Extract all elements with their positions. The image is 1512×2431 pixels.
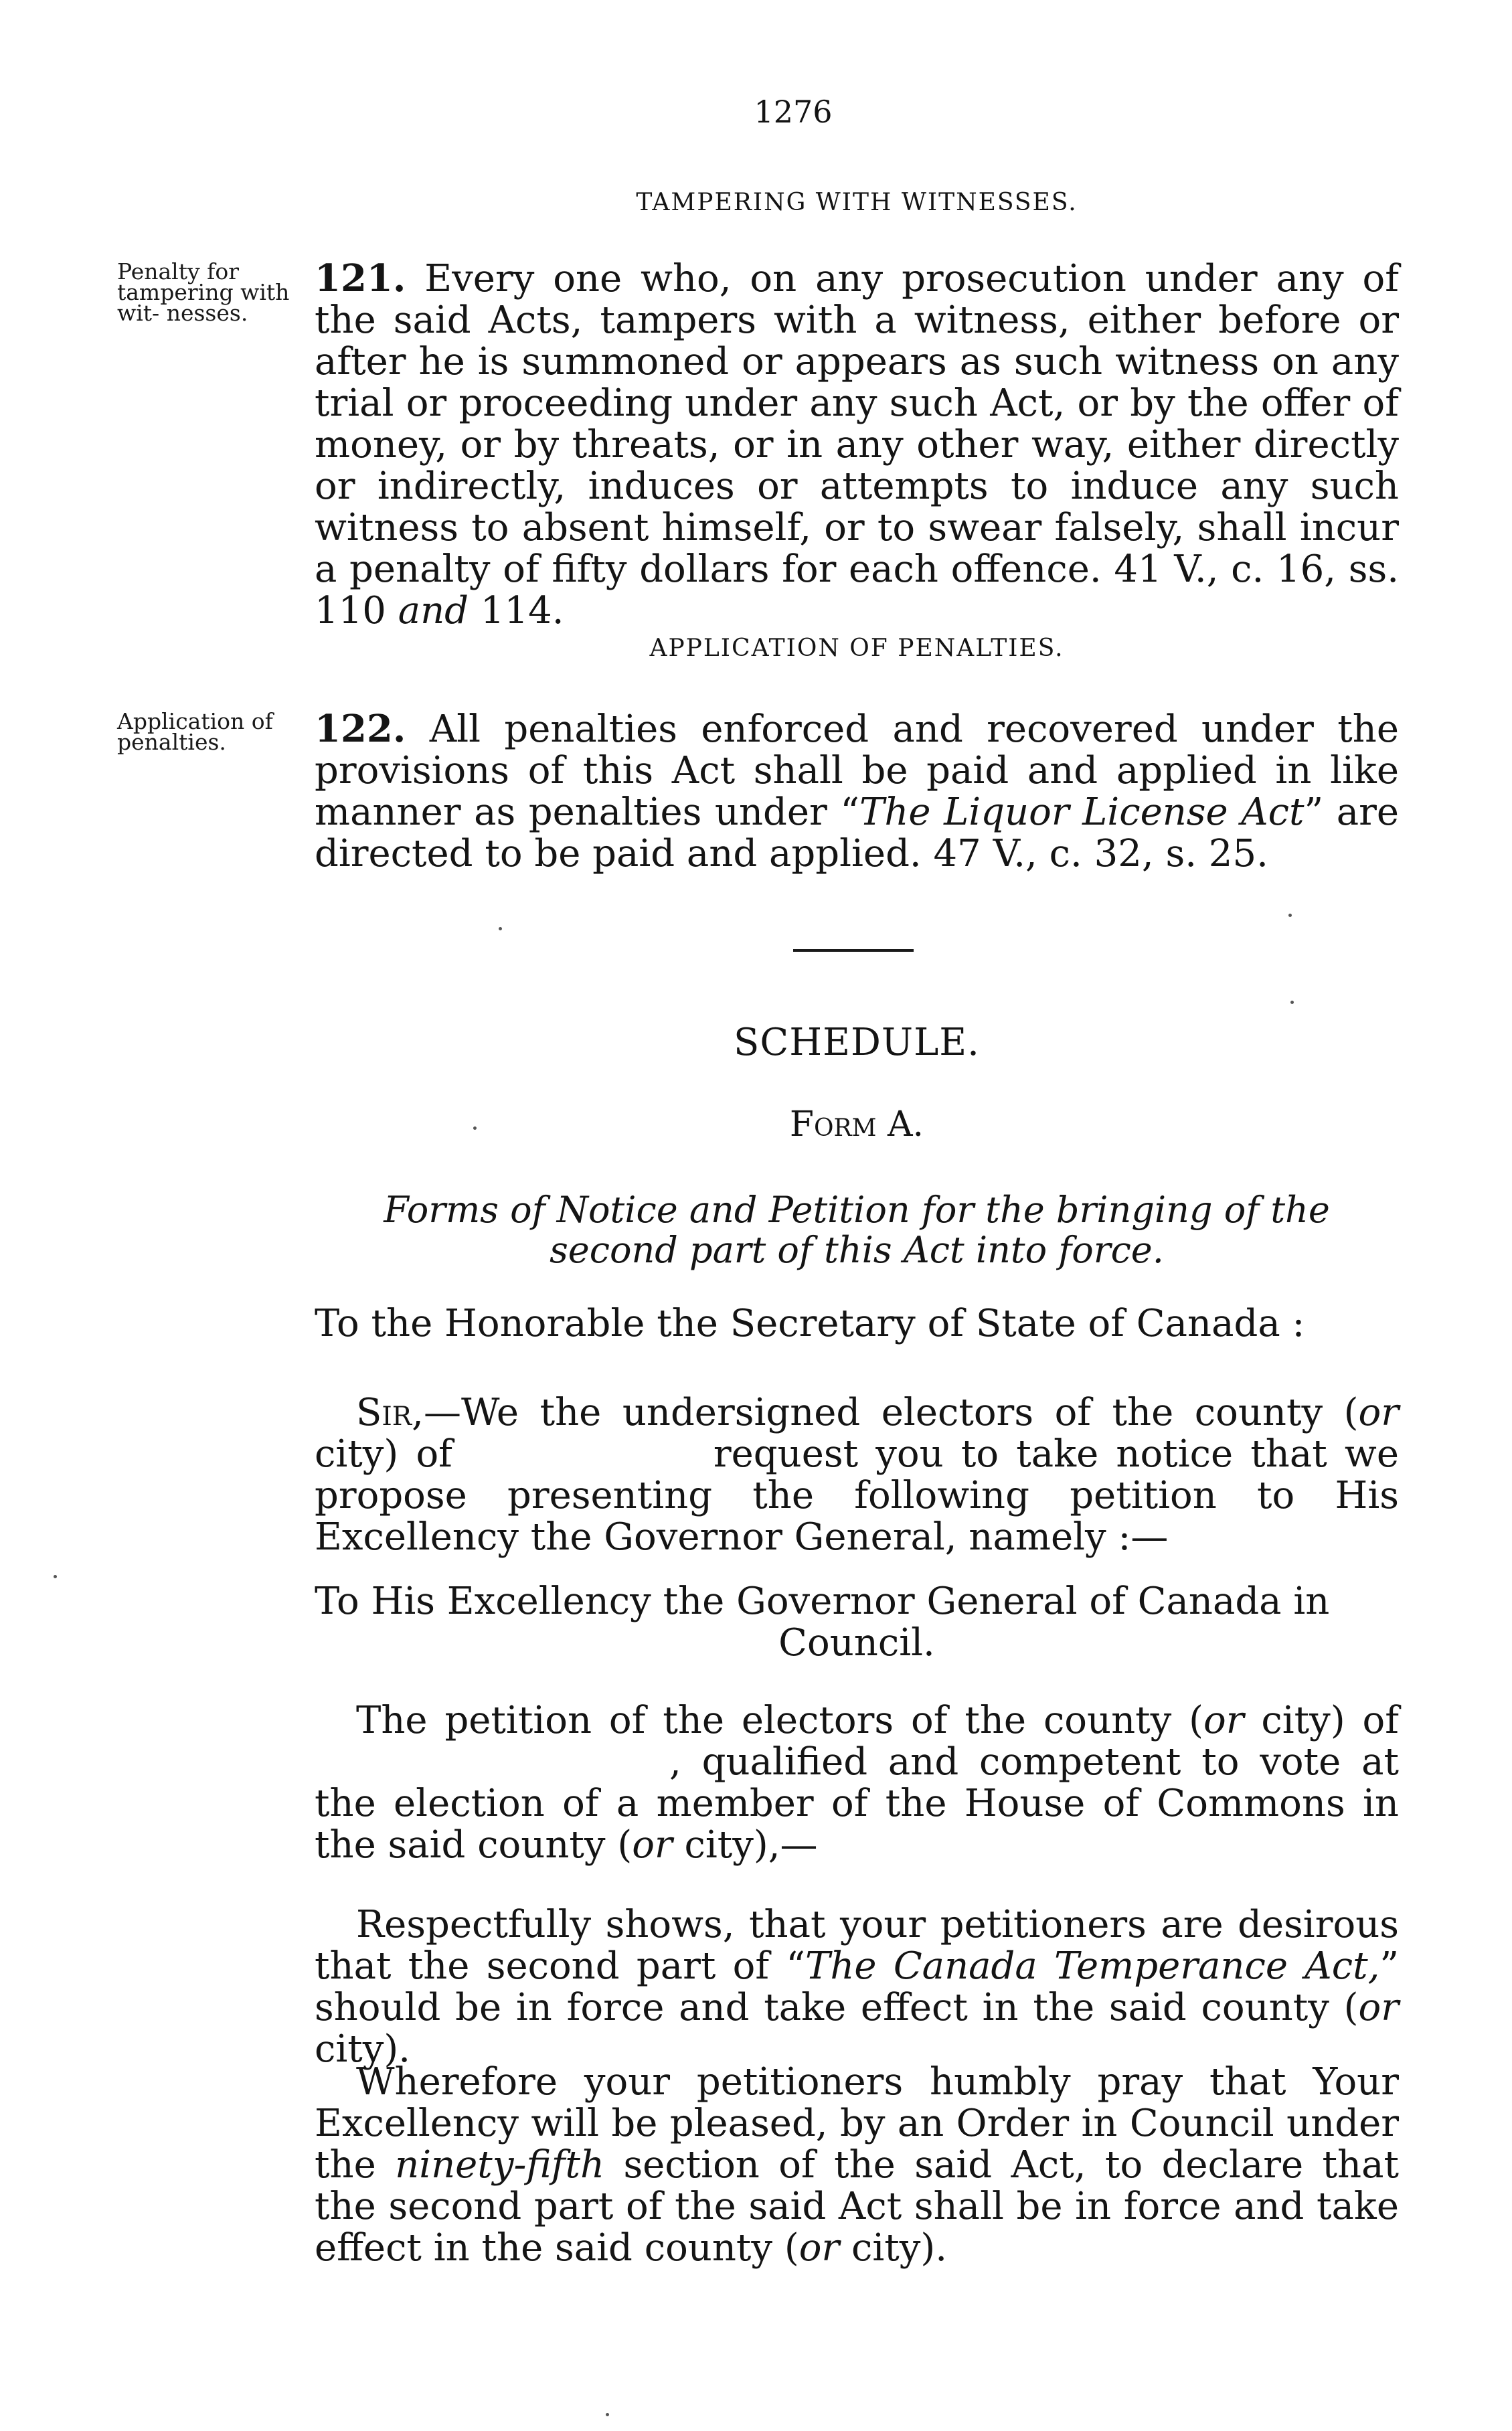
section-heading-tampering: TAMPERING WITH WITNESSES.: [636, 189, 1078, 216]
form-title: [315, 1104, 1399, 1145]
section-text: All penalties enforced and recovered under the provisions of this Act shall be paid and applied in like manner as penalties under “: [315, 707, 1399, 834]
print-speck: [473, 1126, 477, 1130]
citation-and: and: [398, 589, 469, 633]
form-word: Form: [789, 1104, 877, 1145]
margin-note-tampering: Penalty for tampering with wit- nesses.: [117, 258, 290, 326]
salutation: To the Honorable the Secretary of State of Canada :: [315, 1302, 1305, 1345]
section-number: 122.: [315, 707, 406, 751]
notice-text-end: request you to take notice that we propose presenting the following petition to His Excellency the Governor General, namely :—: [315, 1432, 1399, 1559]
address-line-1: To His Excellency the Governor General of Canada in: [315, 1580, 1330, 1623]
shows-text-end: city).: [315, 2027, 411, 2071]
prayer-text: Wherefore your petitioners humbly pray that Your Excellency will be pleased, by an Order in Council under the: [315, 2060, 1399, 2187]
section-number: 121.: [315, 256, 406, 301]
section-text-end: ” are directed to be paid and applied.: [315, 790, 1399, 875]
notice-paragraph: [315, 1392, 1399, 1558]
petition-paragraph: [315, 1700, 1399, 1866]
print-speck: [1290, 1001, 1294, 1004]
page-number: 1276: [754, 94, 833, 130]
or-text: or: [632, 1823, 673, 1867]
divider-rule: [793, 949, 914, 952]
notice-text: —We the undersigned electors of the county (: [423, 1391, 1359, 1434]
notice-text-mid: city) of: [315, 1432, 452, 1476]
section-ordinal: ninety-fifth: [395, 2143, 605, 2187]
section-121-paragraph: [315, 258, 1399, 632]
petition-text-mid: city) of: [1244, 1699, 1399, 1742]
or-text: or: [1358, 1986, 1399, 2029]
or-text: or: [799, 2226, 840, 2270]
act-name: The Canada Temperance Act,: [805, 1944, 1380, 1988]
citation: 47 V., c. 32, s. 25.: [933, 832, 1268, 875]
section-heading-application: APPLICATION OF PENALTIES.: [649, 635, 1064, 662]
shows-text-mid: ” should be in force and take effect in the said county (: [315, 1944, 1400, 2029]
margin-note-application: Application of penalties.: [117, 708, 273, 755]
petition-text-end: city),—: [672, 1823, 818, 1867]
print-speck: [54, 1575, 57, 1578]
notice-sir: Sir,: [356, 1391, 424, 1434]
section-text: Every one who, on any prosecution under any of the said Acts, tampers with a witness, either before or after he is summoned or appears as such witness on any trial or proceeding under any such Act, or by the offer of money, or by threats, or in any other way, either directly or indirectly, induces or attempts to induce any such witness to absent himself, or to swear falsely, shall incur a penalty of fifty dollars for each offence.: [315, 257, 1399, 591]
shows-paragraph: [315, 1904, 1399, 2070]
act-name: The Liquor License Act: [859, 790, 1305, 834]
print-speck: [1288, 914, 1292, 917]
prayer-text-end: city).: [839, 2226, 948, 2270]
prayer-paragraph: [315, 2062, 1399, 2269]
petition-text-post: , qualified and competent to vote at the election of a member of the House of Commons in the said county (: [315, 1740, 1399, 1867]
section-122-paragraph: [315, 708, 1399, 875]
citation-end: 114.: [480, 589, 564, 633]
schedule-title: SCHEDULE.: [734, 1021, 980, 1064]
or-text: or: [1203, 1699, 1244, 1742]
form-description: Forms of Notice and Petition for the bringing of the second part of this Act into force.: [384, 1189, 1330, 1271]
print-speck: [499, 927, 502, 930]
form-letter: A.: [888, 1104, 924, 1145]
address-block: [315, 1581, 1399, 1664]
citation: 41 V., c. 16, ss. 110: [315, 548, 1399, 633]
petition-text: The petition of the electors of the county (: [356, 1699, 1204, 1742]
address-line-2: Council.: [778, 1621, 935, 1665]
prayer-text-mid: section of the said Act, to declare that the second part of the said Act shall be in force and take effect in the said county (: [315, 2143, 1399, 2270]
or-text: or: [1358, 1391, 1399, 1434]
print-speck: [606, 2413, 609, 2416]
shows-text: Respectfully shows, that your petitioners are desirous that the second part of “: [315, 1903, 1399, 1988]
